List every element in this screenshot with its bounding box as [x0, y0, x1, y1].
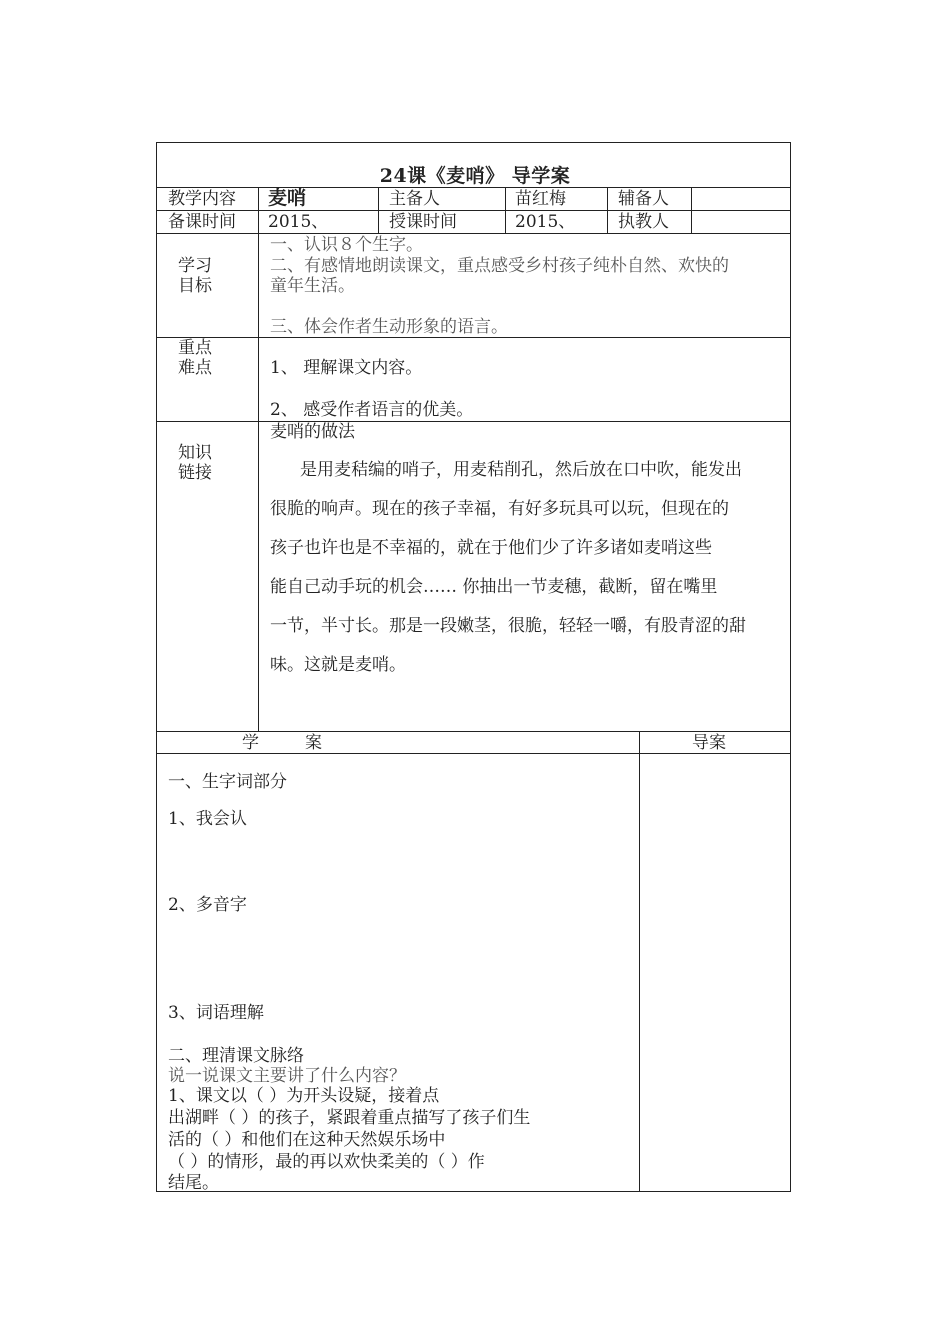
keypoints-label-line1: 重点 [178, 338, 212, 358]
fill-blank-line: 出湖畔（ ）的孩子，紧跟着重点描写了孩子们生 [168, 1108, 531, 1128]
goal-item: 二、有感情地朗读课文，重点感受乡村孩子纯朴自然、欢快的 [270, 256, 729, 276]
goals-label-line1: 学习 [178, 256, 212, 276]
fill-blank-line: 活的（ ）和他们在这种天然娱乐场中 [168, 1130, 446, 1150]
goal-item: 童年生活。 [270, 276, 355, 296]
column-divider [378, 187, 379, 233]
goal-item: 三、体会作者生动形象的语言。 [270, 317, 508, 337]
knowledge-label-line2: 链接 [178, 463, 212, 483]
goals-label-line2: 目标 [178, 276, 212, 296]
knowledge-line: 很脆的响声。现在的孩子幸福，有好多玩具可以玩，但现在的 [270, 499, 729, 519]
study-item-word-meaning: 3、词语理解 [168, 1003, 264, 1023]
keypoints-label-line2: 难点 [178, 358, 212, 378]
column-divider [639, 731, 640, 1192]
knowledge-line: 一节，半寸长。那是一段嫩茎，很脆，轻轻一嚼，有股青涩的甜 [270, 616, 746, 636]
teach-time-value: 2015、 [515, 212, 576, 232]
goal-item: 一、认识８个生字。 [270, 235, 423, 255]
prep-time-value: 2015、 [268, 212, 329, 232]
label-main-preparer: 主备人 [389, 189, 440, 209]
guide-column-header: 导案 [692, 733, 726, 753]
keypoint-item: 2、 感受作者语言的优美。 [270, 400, 474, 420]
row-divider [156, 421, 791, 422]
column-divider [691, 187, 692, 233]
label-assist-preparer: 辅备人 [618, 189, 669, 209]
fill-blank-line: （ ）的情形，最的再以欢快柔美的（ ）作 [168, 1152, 485, 1172]
keypoint-item: 1、 理解课文内容。 [270, 358, 423, 378]
knowledge-line: 孩子也许也是不幸福的，就在于他们少了许多诸如麦哨这些 [270, 538, 712, 558]
column-divider [607, 187, 608, 233]
knowledge-line: 味。这就是麦哨。 [270, 655, 406, 675]
row-divider [156, 233, 791, 234]
fill-blank-line: 1、课文以（ ）为开头设疑，接着点 [168, 1086, 440, 1106]
row-divider [156, 187, 791, 188]
study-item-polyphonic: 2、多音字 [168, 895, 247, 915]
fill-blank-line: 结尾。 [168, 1173, 219, 1193]
page-title: 24课《麦哨》 导学案 [379, 165, 571, 187]
study-item-recognize: 1、我会认 [168, 809, 247, 829]
row-divider [156, 753, 791, 754]
label-prep-time: 备课时间 [168, 212, 236, 232]
column-divider [505, 187, 506, 233]
lesson-table [156, 142, 791, 1192]
row-divider [156, 731, 791, 732]
knowledge-line: 是用麦秸编的哨子，用麦秸削孔，然后放在口中吹，能发出 [300, 460, 742, 480]
teaching-content-value: 麦哨 [268, 187, 307, 209]
study-column-header-char2: 案 [305, 733, 322, 753]
study-section-structure: 二、理清课文脉络 [168, 1046, 304, 1066]
knowledge-line: 能自己动手玩的机会…… 你抽出一节麦穗，截断，留在嘴里 [270, 577, 718, 597]
study-section-vocab: 一、生字词部分 [168, 772, 287, 792]
row-divider [156, 210, 791, 211]
study-question: 说一说课文主要讲了什么内容？ [168, 1066, 406, 1086]
column-divider [258, 187, 259, 731]
knowledge-heading: 麦哨的做法 [270, 422, 355, 442]
label-teaching-content: 教学内容 [168, 189, 236, 209]
label-teach-time: 授课时间 [389, 212, 457, 232]
study-column-header-char1: 学 [242, 733, 259, 753]
row-divider [156, 337, 791, 338]
label-teacher: 执教人 [618, 212, 669, 232]
main-preparer-value: 苗红梅 [515, 189, 566, 209]
knowledge-label-line1: 知识 [178, 443, 212, 463]
